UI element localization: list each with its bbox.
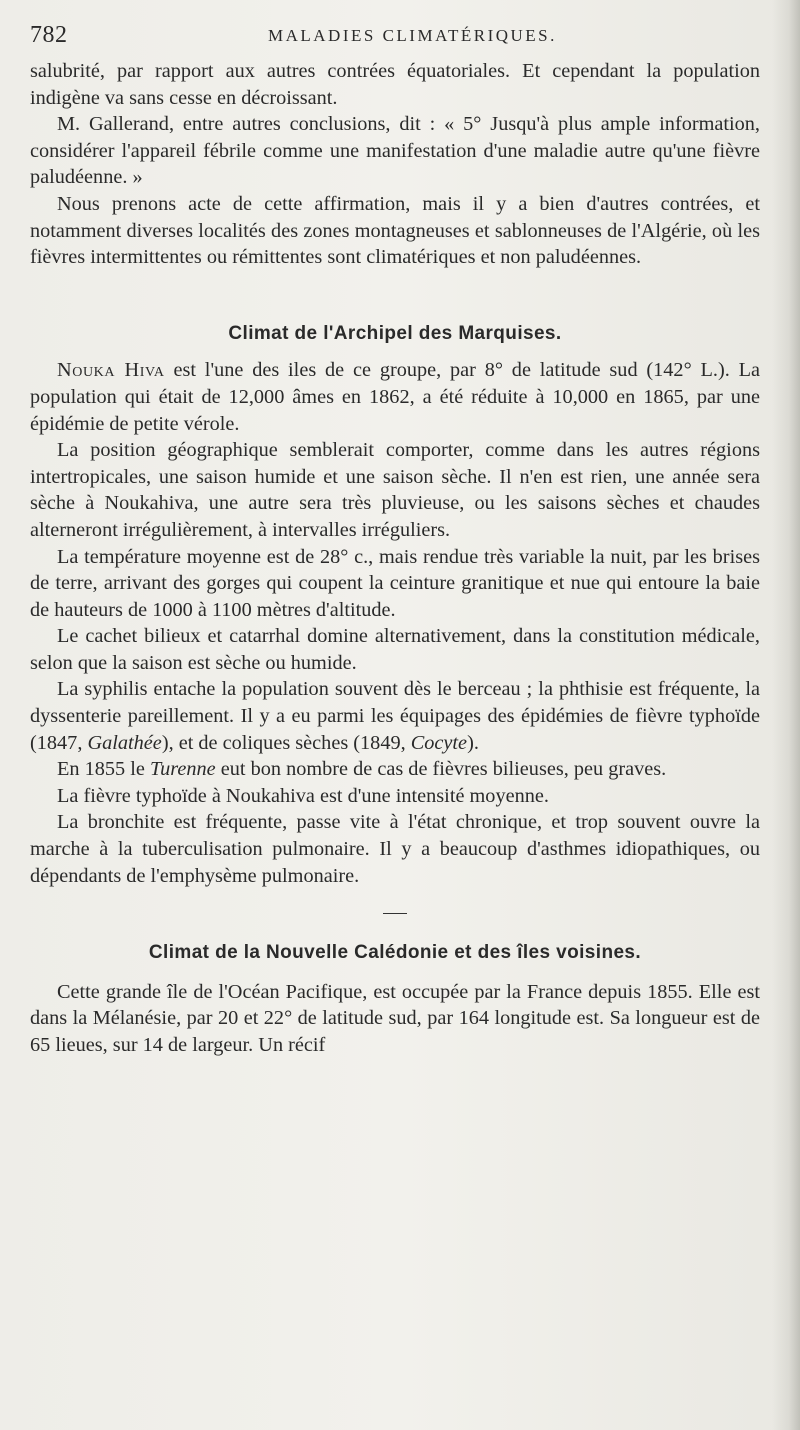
intro-paragraph-3: Nous prenons acte de cette affirmation, mais il y a bien d'autres contrées, et notamment diverses localités des zones montagneuses et sablonneuses de l'Algérie, où les fièvres intermittentes ou rémittentes sont climatériques et non paludéennes. <box>30 192 760 269</box>
marquises-paragraph-2: La position géographique semblerait comporter, comme dans les autres régions intertropicales, une saison humide et une saison sèche. Il n'en est rien, une année sera sèche à Noukahiva, une autre sera très pluvieuse, ou les saisons sèches et chaudes alterneront irrégulièrement, à intervalles irréguliers. <box>30 439 760 541</box>
ship-name: Cocyte <box>410 731 468 754</box>
page-number: 782 <box>30 22 68 48</box>
marquises-paragraph-3: La température moyenne est de 28° c., mais rendue très variable la nuit, par les brises de terre, arrivant des gorges qui coupent la ceinture granitique et nue qui entoure la baie de hauteurs de 1000 à 1100 mètres d'altitude. <box>30 545 760 621</box>
marquises-paragraph-6: En 1855 le Turenne eut bon nombre de cas de fièvres bilieuses, peu graves. <box>57 758 667 781</box>
section-title-caledonie: Climat de la Nouvelle Calédonie et des îles voisines. <box>148 942 642 964</box>
place-name: Nouka Hiva <box>57 359 165 382</box>
body-text <box>30 58 760 1059</box>
marquises-paragraph-1: Nouka Hiva est l'une des iles de ce groupe, par 8° de latitude sud (142° L.). La population qui était de 12,000 âmes en 1862, a été réduite à 10,000 en 1865, par une épidémie de petite vérole. <box>30 359 760 435</box>
marquises-paragraph-8: La bronchite est fréquente, passe vite à l'état chronique, et trop souvent ouvre la marche à la tuberculisation pulmonaire. Il y a beaucoup d'asthmes idiopathiques, ou dépendants de l'emphysème pulmonaire. <box>30 811 760 887</box>
marquises-paragraph-7: La fièvre typhoïde à Noukahiva est d'une intensité moyenne. <box>57 784 549 807</box>
caledonie-paragraph-1: Cette grande île de l'Océan Pacifique, est occupée par la France depuis 1855. Elle est dans la Mélanésie, par 20 et 22° de latitude sud, par 164 longitude est. Sa longueur est de 65 lieues, sur 14 de largeur. Un récif <box>30 980 760 1056</box>
marquises-paragraph-5: La syphilis entache la population souvent dès le berceau ; la phthisie est fréquente, la dyssenterie pareillement. Il y a eu parmi les équipages des épidémies de fièvre typhoïde (1847, Galathée), et de coliques sèches (1849, Cocyte). <box>30 678 760 754</box>
intro-paragraph-1: salubrité, par rapport aux autres contrées équatoriales. Et cependant la population indigène va sans cesse en décroissant. <box>30 60 760 109</box>
marquises-paragraph-4: Le cachet bilieux et catarrhal domine alternativement, dans la constitution médicale, selon que la saison est sèche ou humide. <box>30 625 760 674</box>
intro-paragraph-2: M. Gallerand, entre autres conclusions, dit : « 5° Jusqu'à plus ample information, considérer l'appareil fébrile comme une manifestation d'une maladie autre qu'une fièvre paludéenne. » <box>30 113 760 189</box>
section-divider <box>383 913 407 914</box>
page-edge-shadow <box>772 0 800 1430</box>
running-head: MALADIES CLIMATÉRIQUES. <box>268 26 557 45</box>
ship-name: Turenne <box>149 758 216 781</box>
ship-name: Galathée <box>87 731 162 754</box>
page-header <box>30 22 760 52</box>
section-title-marquises: Climat de l'Archipel des Marquises. <box>228 322 562 344</box>
